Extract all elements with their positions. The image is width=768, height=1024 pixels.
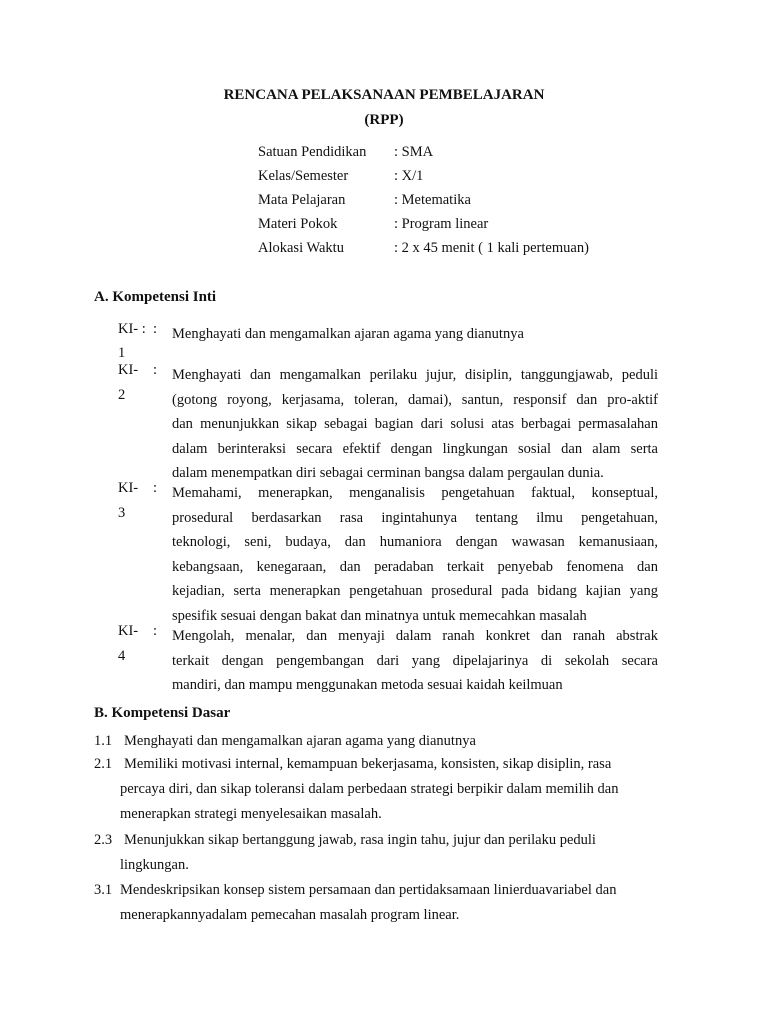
ki-3-text xyxy=(172,481,658,628)
ki-3-line: kebangsaan, kenegaraan, dan peradaban terkait penyebab fenomena dan xyxy=(172,558,658,575)
ki-2-line: (gotong royong, kerjasama, toleran, damai), santun, responsif dan pro-aktif xyxy=(172,391,658,408)
ki-2-text xyxy=(172,363,658,486)
ki-2-colon: : xyxy=(153,362,158,378)
ki-1-code: KI- : xyxy=(118,321,146,337)
info-value-satuan: : SMA xyxy=(394,144,434,160)
ki-3-line: Memahami, menerapkan, menganalisis pengetahuan faktual, konseptual, xyxy=(172,485,658,501)
ki-3-line: spesifik sesuai dengan bakat dan minatnya untuk memecahkan masalah xyxy=(172,607,587,624)
ki-4-line: Mengolah, menalar, dan menyaji dalam ranah konkret dan ranah abstrak xyxy=(172,628,658,644)
ki-4-text xyxy=(172,624,658,698)
info-label-materi: Materi Pokok xyxy=(258,216,338,232)
ki-2-number: 2 xyxy=(118,387,126,403)
ki-3-line: prosedural berdasarkan rasa ingintahunya tentang ilmu pengetahuan, xyxy=(172,509,658,526)
kd-1-1-text: Menghayati dan mengamalkan ajaran agama yang dianutnya xyxy=(124,733,476,749)
ki-1-number: 1 xyxy=(118,345,126,361)
info-label-satuan: Satuan Pendidikan xyxy=(258,144,367,160)
kd-2-1-text: menerapkan strategi menyelesaikan masalah. xyxy=(120,806,382,822)
ki-1-line: Menghayati dan mengamalkan ajaran agama yang dianutnya xyxy=(172,326,524,342)
info-value-kelas: : X/1 xyxy=(394,168,424,184)
section-a-heading: A. Kompetensi Inti xyxy=(94,289,217,305)
ki-4-number: 4 xyxy=(118,648,126,664)
kd-2-3-text: lingkungan. xyxy=(120,857,189,873)
kd-1-1-number: 1.1 xyxy=(94,733,113,749)
document-subtitle: (RPP) xyxy=(364,112,404,128)
ki-1-colon: : xyxy=(153,321,158,337)
kd-3-1-text: menerapkannyadalam pemecahan masalah program linear. xyxy=(120,907,460,923)
document-title: RENCANA PELAKSANAAN PEMBELAJARAN xyxy=(223,87,545,103)
info-value-mapel: : Metematika xyxy=(394,192,471,208)
ki-1-text xyxy=(172,322,658,347)
ki-2-code: KI- xyxy=(118,362,139,378)
info-label-kelas: Kelas/Semester xyxy=(258,168,349,184)
info-value-alokasi: : 2 x 45 menit ( 1 kali pertemuan) xyxy=(394,240,589,256)
ki-2-line: dalam menempatkan diri sebagai cerminan bangsa dalam pergaulan dunia. xyxy=(172,465,604,481)
kd-2-1-number: 2.1 xyxy=(94,756,113,772)
ki-2-line: dan menunjukkan sikap sebagai bagian dari solusi atas berbagai permasalahan xyxy=(172,416,658,432)
kd-2-3-text: Menunjukkan sikap bertanggung jawab, rasa ingin tahu, jujur dan perilaku peduli xyxy=(124,832,596,848)
ki-4-colon: : xyxy=(153,623,158,639)
kd-3-1-number: 3.1 xyxy=(94,882,113,898)
kd-2-1-text: Memiliki motivasi internal, kemampuan bekerjasama, konsisten, sikap disiplin, rasa xyxy=(124,756,612,772)
kd-2-3-number: 2.3 xyxy=(94,832,113,848)
info-label-alokasi: Alokasi Waktu xyxy=(258,240,344,256)
ki-4-line: terkait dengan pengembangan dari yang dipelajarinya di sekolah secara xyxy=(172,652,658,669)
section-b-heading: B. Kompetensi Dasar xyxy=(94,705,231,721)
ki-2-line: dalam berinteraksi secara efektif dengan lingkungan sosial dan alam serta xyxy=(172,440,658,457)
info-value-materi: : Program linear xyxy=(394,216,489,232)
ki-3-colon: : xyxy=(153,480,158,496)
ki-2-line: Menghayati dan mengamalkan perilaku jujur, disiplin, tanggungjawab, peduli xyxy=(172,367,658,383)
ki-4-code: KI- xyxy=(118,623,139,639)
info-label-mapel: Mata Pelajaran xyxy=(258,192,346,208)
kd-2-1-text: percaya diri, dan sikap toleransi dalam perbedaan strategi berpikir dalam memilih dan xyxy=(120,781,619,797)
ki-3-line: kejadian, serta menerapkan pengetahuan prosedural pada bidang kajian yang xyxy=(172,583,658,599)
ki-3-line: teknologi, seni, budaya, dan humaniora dengan wawasan kemanusiaan, xyxy=(172,534,658,550)
kd-3-1-text: Mendeskripsikan konsep sistem persamaan dan pertidaksamaan linierduavariabel dan xyxy=(120,882,617,898)
ki-4-line: mandiri, dan mampu menggunakan metoda sesuai kaidah keilmuan xyxy=(172,677,563,693)
ki-3-number: 3 xyxy=(118,505,126,521)
ki-3-code: KI- xyxy=(118,480,139,496)
